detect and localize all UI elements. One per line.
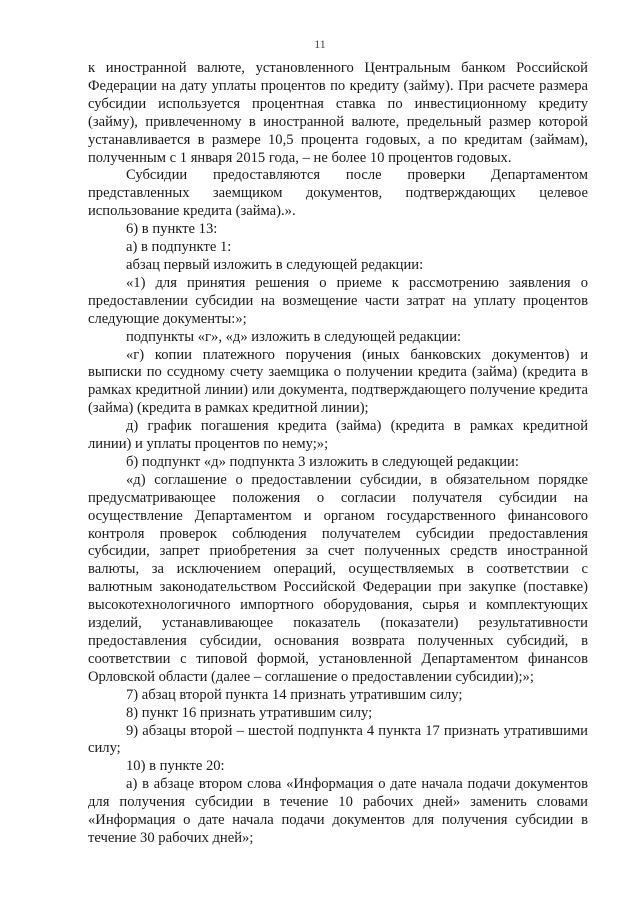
paragraph: подпункты «г», «д» изложить в следующей редакции: [126,328,462,345]
paragraph: «г) копии платежного поручения (иных банковских документов) и выписки по ссудному счету заемщика о получении кредита (займа) (кредита в рамках кредитной линии) или документа, подтверждающего получение кредита (займа) (кредита в рамках кредитной линии); [88,346,588,417]
paragraph: 10) в пункте 20: [126,758,225,775]
paragraph: а) в подпункте 1: [126,239,232,256]
paragraph: к иностранной валюте, установленного Центральным банком Российской Федерации на дату уплаты процентов по кредиту (займу). При расчете размера субсидии используется процентная ставка по инвестиционному кредиту (займу), привлеченному в иностранной валюте, предельный размер которой устанавливается в размере 10,5 процента годовых, а по кредитам (займам), полученным с 1 января 2015 года, – не более 10 процентов годовых. [88,60,588,166]
page-number: 11 [314,37,326,51]
paragraph: 6) в пункте 13: [126,221,218,238]
paragraph: абзац первый изложить в следующей редакции: [126,256,424,273]
paragraph: 8) пункт 16 признать утратившим силу; [126,704,373,721]
paragraph: а) в абзаце втором слова «Информация о дате начала подачи документов для получения субсидии в течение 10 рабочих дней» заменить словами «Информация о дате начала подачи документов для получения субсидии в течение 30 рабочих дней»; [88,776,588,846]
paragraph: 9) абзацы второй – шестой подпункта 4 пункта 17 признать утратившими силу; [88,722,588,757]
paragraph: д) график погашения кредита (займа) (кредита в рамках кредитной линии) и уплаты процентов по нему;»; [88,418,588,453]
paragraph: «д) соглашение о предоставлении субсидии, в обязательном порядке предусматривающее положения о согласии получателя субсидии на осуществление Департаментом и органом государственного финансового контроля проверок соблюдения получателем субсидии предоставления субсидии, запрет приобретения за счет полученных средств иностранной валюты, за исключением операций, осуществляемых в соответствии с валютным законодательством Российской Федерации при закупке (поставке) высокотехнологичного импортного оборудования, сырья и комплектующих изделий, устанавливающее показатель (показатели) результативности предоставления субсидии, основания возврата полученных субсидий, в соответствии с типовой формой, установленной Департаментом финансов Орловской области (далее – соглашение о предоставлении субсидии);»; [88,471,588,685]
paragraph: б) подпункт «д» подпункта 3 изложить в следующей редакции: [126,453,519,470]
paragraph: Субсидии предоставляются после проверки Департаментом представленных заемщиком документов, подтверждающих целевое использование кредита (займа).». [88,167,588,220]
document-body [88,60,588,848]
paragraph: 7) абзац второй пункта 14 признать утратившим силу; [126,686,463,703]
paragraph: «1) для принятия решения о приеме к рассмотрению заявления о предоставлении субсидии на возмещение части затрат на уплату процентов следующие документы:»; [88,274,588,327]
